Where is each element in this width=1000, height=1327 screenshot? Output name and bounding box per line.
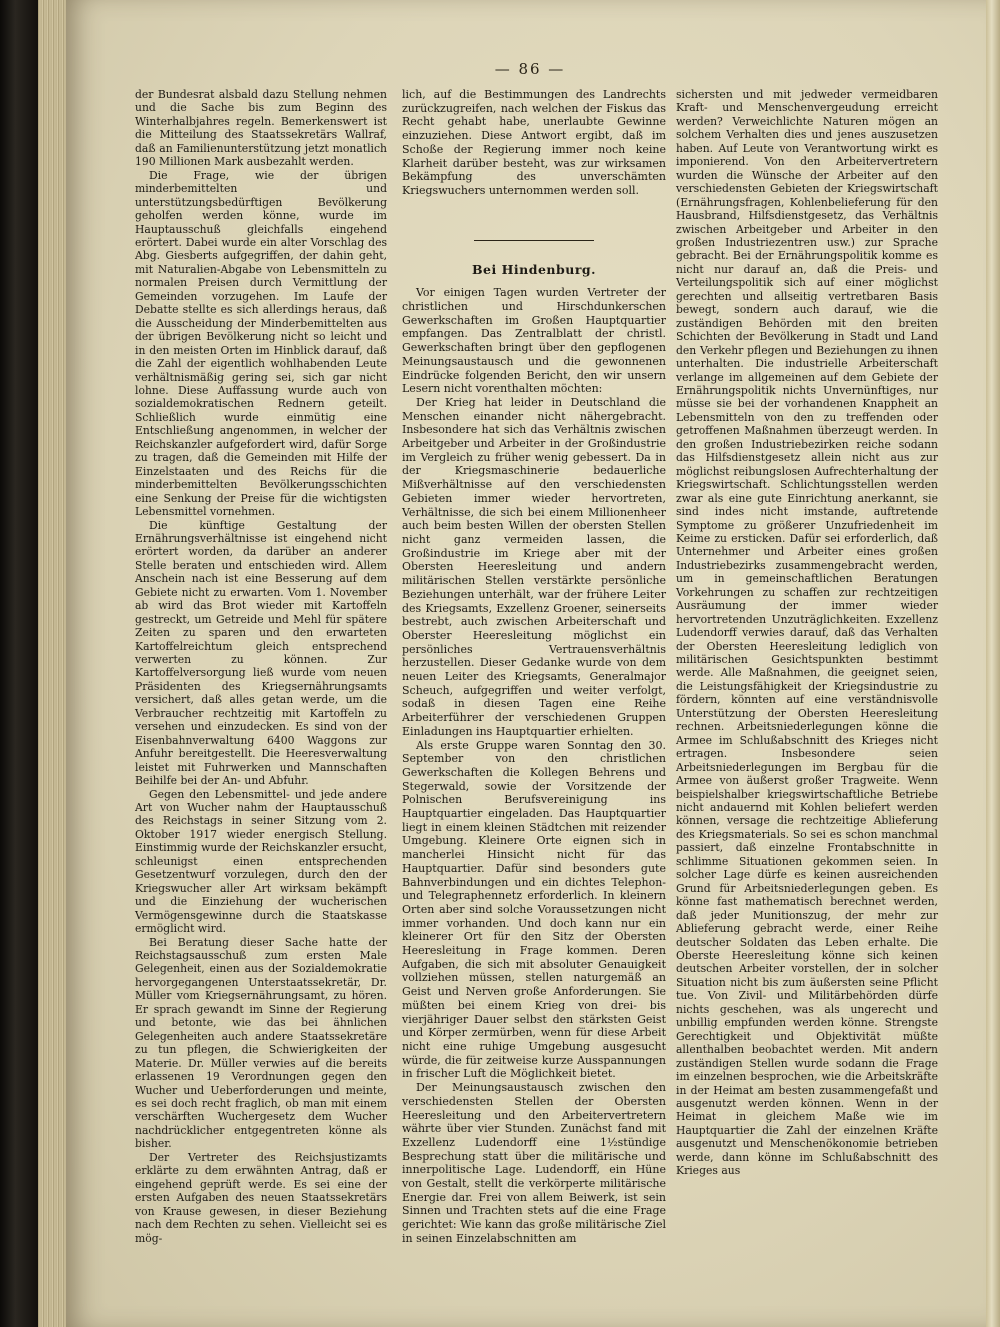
- paragraph: Als erste Gruppe waren Sonntag den 30. September von den christlichen Gewerkschaften die Kollegen Behrens und Stegerwald, sowie der Vorsitzende der Polnischen Berufsvereinigung ins Hauptquartier eingeladen. Das Hauptquartier liegt in einem kleinen Städtchen mit reizender Umgebung. Kleinere Orte eignen sich in mancherlei Hinsicht nicht für das Hauptquartier. Dafür sind besonders gute Bahnverbindungen und ein dichtes Telephon- und Telegraphennetz erforderlich. In kleinern Orten aber sind solche Voraussetzungen nicht immer vorhanden. Und doch kann nur ein kleinerer Ort für den Sitz der Obersten Heeresleitung in Frage kommen. Deren Aufgaben, die sich mit absoluter Genauigkeit vollziehen müssen, stellen naturgemäß an Geist und Nerven große Anforderungen. Sie müßten bei einem Krieg von drei- bis vierjähriger Dauer selbst den stärksten Geist und Körper zermürben, wenn für diese Arbeit nicht eine ruhige Umgebung ausgesucht würde, die für zeitweise kurze Ausspannungen in frischer Luft die Möglichkeit bietet.: [402, 738, 666, 1081]
- paragraph: lich, auf die Bestimmungen des Landrechts zurückzugreifen, nach welchen der Fiskus das Recht gehabt habe, unerlaubte Gewinne einzuziehen. Diese Antwort ergibt, daß im Schoße der Regierung immer noch keine Klarheit darüber besteht, was zur wirksamen Bekämpfung des unverschämten Kriegswuchers unternommen werden soll.: [402, 88, 666, 197]
- paragraph: Gegen den Lebensmittel- und jede andere Art von Wucher nahm der Hauptausschuß des Reichstags in seiner Sitzung vom 2. Oktober 1917 wieder energisch Stellung. Einstimmig wurde der Reichskanzler ersucht, schleunigst einen entsprechenden Gesetzentwurf vorzulegen, durch den der Kriegswucher aller Art wirksam bekämpft und die Einziehung der wucherischen Vermögensgewinne durch die Staatskasse ermöglicht wird.: [135, 787, 387, 936]
- paragraph: Vor einigen Tagen wurden Vertreter der christlichen und Hirschdunkerschen Gewerkschaften im Großen Hauptquartier empfangen. Das Zentralblatt der christl. Gewerkschaften bringt über den gepflogenen Meinungsaustausch und die gewonnenen Eindrücke folgenden Bericht, den wir unsern Lesern nicht vorenthalten möchten:: [402, 286, 666, 396]
- paragraph: Der Meinungsaustausch zwischen den verschiedensten Stellen der Obersten Heeresleitung und den Arbeitervertretern währte über vier Stunden. Zunächst fand mit Exzellenz Ludendorff eine 1½stündige Besprechung statt über die militärische und innerpolitische Lage. Ludendorff, ein Hüne von Gestalt, stellt die verkörperte militärische Energie dar. Frei von allem Beiwerk, ist sein Sinnen und Trachten stets auf die eine Frage gerichtet: Wie kann das große militärische Ziel in seinen Einzelabschnitten am: [402, 1081, 666, 1245]
- page-right-edge: [986, 0, 1000, 1327]
- page-stack-edge: [38, 0, 68, 1327]
- paragraph: sichersten und mit jedweder vermeidbaren Kraft- und Menschenvergeudung erreicht werden? Verweichlichte Naturen mögen an solchem Verhalten dies und jenes auszusetzen haben. Auf Leute von Verantwortung wirkt es imponierend. Von den Arbeitervertretern wurden die Wünsche der Arbeiter auf den verschiedensten Gebieten der Kriegswirtschaft (Ernährungsfragen, Kohlenbelieferung für den Hausbrand, Hilfsdienstgesetz, das Verhältnis zwischen Arbeitgeber und Arbeiter in den großen Industriezentren usw.) zur Sprache gebracht. Bei der Ernährungspolitik komme es nicht nur darauf an, daß die Preis- und Verteilungspolitik sich auf einer möglichst gerechten und allseitig vertretbaren Basis bewegt, sondern auch darauf, wie die zuständigen Behörden mit den breiten Schichten der Bevölkerung in Stadt und Land den Verkehr pflegen und Beziehungen zu ihnen unterhalten. Die industrielle Arbeiterschaft verlange im allgemeinen auf dem Gebiete der Ernährungspolitik nichts Unvernünftiges, nur müsse sie bei der vorhandenen Knappheit an Lebensmitteln von den zu treffenden oder getroffenen Maßnahmen überzeugt werden. In den großen Industriebezirken reiche sodann das Hilfsdienstgesetz allein nicht aus zur möglichst reibungslosen Aufrechterhaltung der Kriegswirtschaft. Schlichtungsstellen werden zwar als eine gute Einrichtung anerkannt, sie sind indes nicht imstande, auftretende Symptome zu größerer Unzufriedenheit im Keime zu ersticken. Dafür sei erforderlich, daß Unternehmer und Arbeiter eines großen Industriebezirks zusammengebracht werden, um in gemeinschaftlichen Beratungen Vorkehrungen zu schaffen zur rechtzeitigen Ausräumung der immer wieder hervortretenden Unzuträglichkeiten. Exzellenz Ludendorff verwies darauf, daß das Verhalten der Obersten Heeresleitung lediglich von militärischen Gesichtspunkten bestimmt werde. Alle Maßnahmen, die geeignet seien, die Leistungsfähigkeit der Kriegsindustrie zu fördern, könnten auf eine verständnisvolle Unterstützung der Obersten Heeresleitung rechnen. Arbeitsniederlegungen könne die Armee im Schlußabschnitt des Krieges nicht ertragen. Insbesondere seien Arbeitsniederlegungen im Bergbau für die Armee von äußerst großer Tragweite. Wenn beispielshalber kriegswirtschaftliche Betriebe nicht andauernd mit Kohlen beliefert werden können, versage die rechtzeitige Ablieferung des Kriegsmaterials. So sei es schon manchmal passiert, daß einzelne Frontabschnitte in schlimme Situationen gekommen seien. In solcher Lage dürfe es keinen ausreichenden Grund für Arbeitsniederlegungen geben. Es könne fast mathematisch berechnet werden, daß jeder Munitionszug, der mehr zur Ablieferung gebracht werde, einer Reihe deutscher Soldaten das Leben erhalte. Die Oberste Heeresleitung könne sich keinen deutschen Arbeiter vorstellen, der in solcher Situation nicht bis zum äußersten seine Pflicht tue. Von Zivil- und Militärbehörden dürfe nichts geschehen, was als ungerecht und unbillig empfunden werden könne. Strengste Gerechtigkeit und Objektivität müßte allenthalben beobachtet werden. Mit andern zuständigen Stellen wurde sodann die Frage im einzelnen besprochen, wie die Arbeitskräfte in der Heimat am besten zusammengefaßt und ausgenutzt werden können. Wenn in der Heimat in gleichem Maße wie im Hauptquartier die Zahl der einzelnen Kräfte ausgenutzt und Menschenökonomie betrieben werde, dann könne im Schlußabschnitt des Krieges aus: [676, 88, 938, 1178]
- paragraph: Der Krieg hat leider in Deutschland die Menschen einander nicht nähergebracht. Insbesondere hat sich das Verhältnis zwischen Arbeitgeber und Arbeiter in der Großindustrie im Vergleich zu früher wenig gebessert. Da in der Kriegsmaschinerie bedauerliche Mißverhältnisse auf den verschiedensten Gebieten immer wieder hervortreten, Verhältnisse, die sich bei einem Millionenheer auch beim besten Willen der obersten Stellen nicht ganz vermeiden lassen, die Großindustrie im Kriege aber mit der Obersten Heeresleitung und andern militärischen Stellen verstärkte persönliche Beziehungen unterhält, war der frühere Leiter des Kriegsamts, Exzellenz Groener, seinerseits bestrebt, auch zwischen Arbeiterschaft und Oberster Heeresleitung möglichst ein persönliches Vertrauensverhältnis herzustellen. Dieser Gedanke wurde von dem neuen Leiter des Kriegsamts, Generalmajor Scheuch, aufgegriffen und weiter verfolgt, sodaß in diesen Tagen eine Reihe Arbeiterführer der verschiedenen Gruppen Einladungen ins Hauptquartier erhielten.: [402, 395, 666, 738]
- text-column-left: [135, 88, 387, 1245]
- section-divider: [474, 240, 594, 241]
- section-heading: Bei Hindenburg.: [471, 261, 597, 277]
- text-column-middle: [402, 88, 666, 1246]
- paragraph: der Bundesrat alsbald dazu Stellung nehmen und die Sache bis zum Beginn des Winterhalbjahres regeln. Bemerkenswert ist die Mitteilung des Staatssekretärs Wallraf, daß an Familienunterstützung jetzt monatlich 190 Millionen Mark ausbezahlt werden.: [135, 88, 387, 169]
- paragraph: Der Vertreter des Reichsjustizamts erklärte zu dem erwähnten Antrag, daß er eingehend geprüft werde. Es sei eine der ersten Aufgaben des neuen Staatssekretärs von Krause gewesen, in dieser Beziehung nach dem Rechten zu sehen. Vielleicht sei es mög-: [135, 1150, 387, 1245]
- page-number: — 86 —: [494, 60, 566, 78]
- text-column-right: [676, 88, 938, 1178]
- paragraph: Bei Beratung dieser Sache hatte der Reichstagsausschuß zum ersten Male Gelegenheit, einen aus der Sozialdemokratie hervorgegangenen Unterstaatssekretär, Dr. Müller vom Kriegsernährungsamt, zu hören. Er sprach gewandt im Sinne der Regierung und betonte, wie das bei ähnlichen Gelegenheiten auch andere Staatssekretäre zu tun pflegen, die Schwierigkeiten der Materie. Dr. Müller verwies auf die bereits erlassenen 19 Verordnungen gegen den Wucher und Ueberforderungen und meinte, es sei doch recht fraglich, ob man mit einem verschärften Wuchergesetz dem Wucher nachdrücklicher entgegentreten könne als bisher.: [135, 935, 387, 1151]
- paragraph: Die künftige Gestaltung der Ernährungsverhältnisse ist eingehend nicht erörtert worden, da darüber an anderer Stelle beraten und entschieden wird. Allem Anschein nach ist eine Besserung auf dem Gebiete nicht zu erwarten. Vom 1. November ab wird das Brot wieder mit Kartoffeln gestreckt, um Getreide und Mehl für spätere Zeiten zu sparen und den erwarteten Kartoffelreichtum gleich entsprechend verwerten zu können. Zur Kartoffelversorgung ließ wurde vom neuen Präsidenten des Kriegsernährungsamts versichert, daß alles getan werde, um die Verbraucher rechtzeitig mit Kartoffeln zu versehen und einzudecken. Es sind von der Eisenbahnverwaltung 6400 Waggons zur Anfuhr bereitgestellt. Die Heeresverwaltung leistet mit Fuhrwerken und Mannschaften Beihilfe bei der An- und Abfuhr.: [135, 518, 387, 788]
- book-binding: [0, 0, 38, 1327]
- paragraph: Die Frage, wie der übrigen minderbemittelten und unterstützungsbedürftigen Bevölkerung geholfen werden könne, wurde im Hauptausschuß gleichfalls eingehend erörtert. Dabei wurde ein alter Vorschlag des Abg. Giesberts aufgegriffen, der dahin geht, mit Naturalien-Abgabe von Lebensmitteln zu normalen Preisen durch Vermittlung der Gemeinden vorzugehen. Im Laufe der Debatte stellte es sich allerdings heraus, daß die Ausscheidung der Minderbemittelten aus der übrigen Bevölkerung nicht so leicht und in den meisten Orten im Hinblick darauf, daß die Zahl der eigentlich wohlhabenden Leute verhältnismäßig gering sei, sich gar nicht lohne. Diese Auffassung wurde auch von sozialdemokratischen Rednern geteilt. Schließlich wurde einmütig eine Entschließung angenommen, in welcher der Reichskanzler aufgefordert wird, dafür Sorge zu tragen, daß die Gemeinden mit Hilfe der Einzelstaaten und des Reichs für die minderbemittelten Bevölkerungsschichten eine Senkung der Preise für die wichtigsten Lebensmittel vornehmen.: [135, 168, 387, 519]
